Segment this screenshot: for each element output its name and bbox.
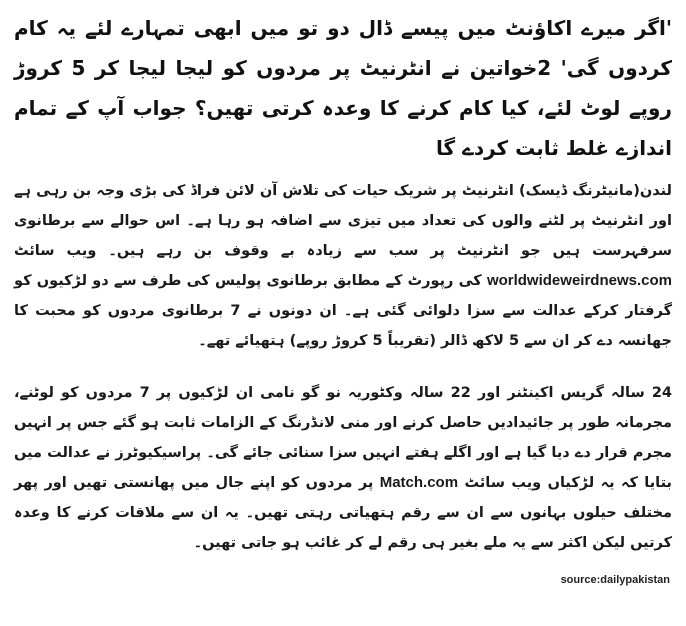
paragraph-2-text-start: 24 سالہ گریس اکینٹنر اور 22 سالہ وکٹوریہ نو گو نامی ان لڑکیوں پر 7 مردوں کو لوٹنے، مجرمانہ طور پر جائیدادیں حاصل کرنے اور منی لانڈرنگ کے الزامات ثابت ہو گئے جس پر انہیں مجرم قرار دے دیا گیا ہے اور اگلے ہفتے انہیں سزا سنائی جائے گی۔ پراسیکیوٹرز نے عدالت میں بتایا کہ یہ لڑکیاں ویب سائٹ — [14, 385, 672, 491]
paragraph-1-text-start: لندن(مانیٹرنگ ڈیسک) انٹرنیٹ پر شریک حیات کی تلاش آن لائن فراڈ کی بڑی وجہ بن رہی ہے اور انٹرنیٹ پر لٹنے والوں کی تعداد میں تیزی سے اضافہ ہو رہا ہے۔ اس حوالے سے برطانوی سرفہرست ہیں جو انٹرنیٹ پر سب سے زیادہ بے وقوف بن رہے ہیں۔ ویب سائٹ — [14, 183, 672, 259]
website-name-match: Match.com — [379, 474, 459, 491]
paragraph-2-text-end: پر مردوں کو اپنے جال میں پھانستی تھیں اور پھر مختلف حیلوں بہانوں سے ان سے رقم ہتھیاتی رہتی تھیں۔ یہ ان سے ملاقات کرنے کا وعدہ کرتیں لیکن اکثر سے یہ ملے بغیر ہی رقم لے کر غائب ہو جاتی تھیں۔ — [14, 475, 672, 551]
article — [14, 8, 672, 580]
source-credit: source:dailypakistan — [560, 574, 670, 586]
paragraph-1-text-end: کی رپورٹ کے مطابق برطانوی پولیس کی طرف سے دو لڑکیوں کو گرفتار کرکے عدالت سے سزا دلوائی گئی ہے۔ ان دونوں نے 7 برطانوی مردوں کو محبت کا جھانسہ دے کر ان سے 5 لاکھ ڈالر (تقریباً 5 کروڑ روپے) ہتھیائے تھے۔ — [14, 273, 672, 349]
article-paragraph-2 — [14, 378, 672, 558]
article-headline: 'اگر میرے اکاؤنٹ میں پیسے ڈال دو تو میں ابھی تمہارے لئے یہ کام کردوں گی' 2خواتین نے انٹرنیٹ پر مردوں کو لیجا لیجا کر 5 کروڑ روپے لوٹ لئے، کیا کام کرنے کا وعدہ کرتی تھیں؟ جواب آپ کے تمام اندازے غلط ثابت کردے گا — [14, 16, 672, 160]
website-name-worldwideweirdnews: worldwideweirdnews.com — [486, 272, 672, 289]
article-paragraph-1 — [14, 176, 672, 356]
